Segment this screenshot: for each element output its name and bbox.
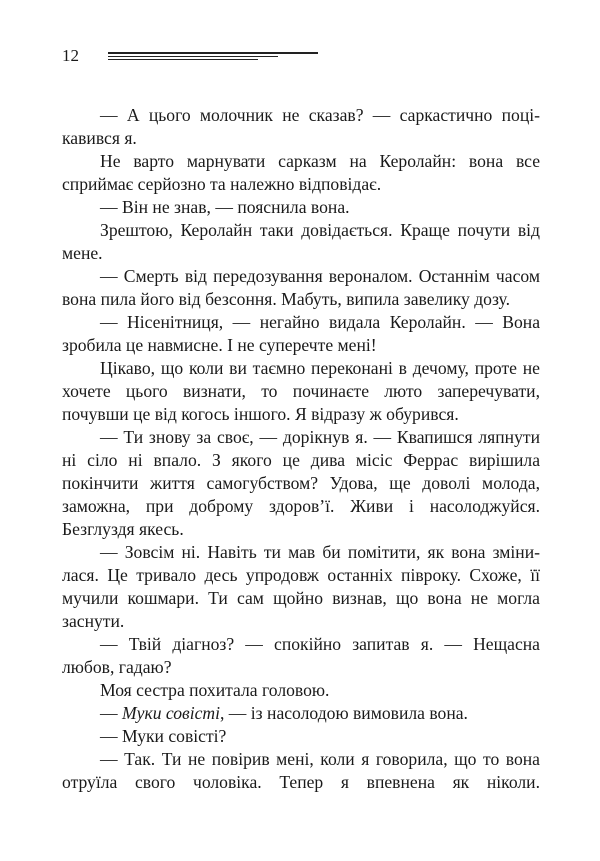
paragraph: — Зовсім ні. Навіть ти мав би помітити, як вона змінилася. Це тривало десь упродовж останніх півроку. Схоже, її мучили кошмари. Ти сам щойно визнав, що вона не могла заснути.	[62, 542, 540, 631]
paragraph-with-italic	[62, 702, 540, 725]
page-number: 12	[62, 46, 79, 65]
paragraph: — Ти знову за своє, — дорікнув я. — Квапишся ляпнути ні сіло ні впало. З якого це дива місіс Феррас вирішила покінчити життя самогубством? Удова, ще доволі молода, заможна, при доброму здоров’ї. Живи і насолоджуйся. Безглуздя якесь.	[62, 427, 540, 539]
paragraph: Не варто марнувати сарказм на Керолайн: вона все сприймає серйозно та належно відповідає.	[62, 151, 540, 194]
italic-phrase: Муки совісті	[122, 703, 220, 723]
header-rule-top	[108, 52, 318, 54]
paragraph: — Смерть від передозування вероналом. Останнім часом вона пила його від безсоння. Мабуть, випила завелику дозу.	[62, 266, 540, 309]
paragraph: Моя сестра похитала головою.	[100, 680, 330, 700]
paragraph: — Муки совісті?	[100, 726, 227, 746]
paragraph: Цікаво, що коли ви таємно переконані в дечому, проте не хочете цього визнати, то починаєте люто заперечувати, почувши це від когось іншого. Я відразу ж обурився.	[62, 358, 540, 424]
dialogue-dash: —	[100, 703, 122, 723]
paragraph: — А цього молочник не сказав? — саркастично поцікавився я.	[62, 105, 540, 148]
page-body	[62, 104, 540, 794]
paragraph: Зрештою, Керолайн таки довідається. Краще почути від мене.	[62, 220, 540, 263]
header-rule-middle	[108, 56, 278, 57]
header-rule-bottom	[108, 59, 258, 60]
paragraph: — Так. Ти не повірив мені, коли я говорила, що то вона отруїла свого чоловіка. Тепер я впевнена як ніколи.	[62, 749, 540, 792]
paragraph: — Він не знав, — пояснила вона.	[100, 197, 350, 217]
paragraph-rest: , — із насолодою вимовила вона.	[220, 703, 468, 723]
paragraph: — Твій діагноз? — спокійно запитав я. — Нещасна любов, гадаю?	[62, 634, 540, 677]
paragraph: — Нісенітниця, — негайно видала Керолайн. — Вона зробила це навмисне. І не суперечте мені!	[62, 312, 540, 355]
